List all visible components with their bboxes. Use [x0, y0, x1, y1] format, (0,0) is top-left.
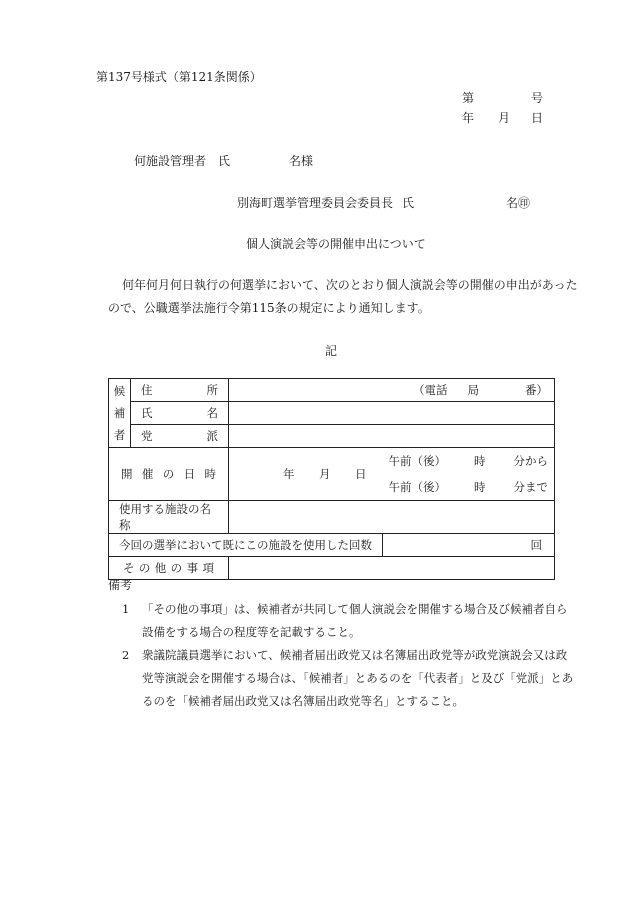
table-row-facility	[109, 501, 555, 534]
party-value[interactable]	[229, 425, 555, 448]
name-value[interactable]	[229, 402, 555, 425]
datetime-time-value[interactable]	[383, 448, 555, 501]
remark-item-2	[122, 644, 574, 736]
phone-open: （電話	[413, 383, 448, 397]
form-number: 第137号様式（第121条関係）	[96, 70, 262, 84]
phone-kyoku: 局	[467, 383, 480, 397]
ampm-start: 午前（後）	[388, 454, 446, 468]
sender-name-seal: 名㊞	[506, 196, 531, 210]
remarks-heading: 備考	[108, 578, 133, 592]
address-value[interactable]	[229, 379, 555, 402]
table-row-other	[109, 557, 555, 580]
from-label: 分から	[513, 454, 548, 468]
facility-value[interactable]	[229, 501, 555, 534]
candidate-char-2: 補	[113, 406, 126, 420]
ji-end: 時	[474, 480, 486, 494]
name-label: 氏 名	[131, 402, 229, 425]
ji-start: 時	[474, 454, 486, 468]
date-year: 年	[462, 111, 475, 125]
other-label: そ の 他 の 事 項	[109, 557, 229, 580]
date-month: 月	[498, 111, 511, 125]
addressee-title: 何施設管理者	[134, 154, 207, 168]
sender-title: 別海町選挙管理委員会委員長	[237, 196, 394, 210]
addressee-name-sama: 名様	[289, 154, 314, 168]
addressee-shi: 氏	[218, 154, 231, 168]
count-value[interactable]	[383, 534, 555, 557]
table-row-datetime	[109, 448, 555, 501]
body-line-1: 何年何月何日執行の何選挙において、次のとおり個人演説会等の開催の申出があった	[122, 278, 578, 292]
remark-1-number: 1	[122, 602, 130, 616]
doc-number-go: 号	[531, 91, 544, 105]
count-unit: 回	[530, 538, 543, 552]
table-row-address	[109, 379, 555, 402]
ampm-end: 午前（後）	[388, 480, 446, 494]
address-label: 住 所	[131, 379, 229, 402]
table-row-name	[109, 402, 555, 425]
subject: 個人演説会等の開催申出について	[246, 237, 426, 251]
count-label: 今回の選挙において既にこの施設を使用した回数	[109, 534, 383, 557]
facility-label: 使用する施設の名称	[109, 501, 229, 534]
body-line-2: ので、公職選挙法施行令第115条の規定により通知します。	[108, 301, 430, 315]
table-row-party	[109, 425, 555, 448]
remark-item-1	[122, 598, 574, 644]
candidate-char-3: 者	[113, 428, 126, 442]
candidate-label	[109, 379, 131, 448]
to-label: 分まで	[513, 480, 548, 494]
remark-2-text: 衆議院議員選挙において、候補者届出政党又は名簿届出政党等が政党演説会又は政党等演説会を開催する場合は、「候補者」とあるのを「代表者」と及び「党派」とあるのを「候補者届出政党又は名簿届出政党等名」とすること。	[142, 648, 574, 708]
party-label: 党 派	[131, 425, 229, 448]
application-form-table	[108, 378, 555, 580]
date-day: 日	[531, 111, 544, 125]
other-value[interactable]	[229, 557, 555, 580]
datetime-label: 開 催 の 日 時	[109, 448, 229, 501]
dt-day: 日	[355, 467, 367, 481]
candidate-char-1: 候	[113, 384, 126, 398]
remark-2-number: 2	[122, 648, 130, 662]
sender-shi: 氏	[402, 196, 415, 210]
phone-ban: 番）	[525, 383, 549, 397]
dt-month: 月	[319, 467, 331, 481]
table-row-count	[109, 534, 555, 557]
doc-number-dai: 第	[462, 91, 475, 105]
remark-1-text: 「その他の事項」は、候補者が共同して個人演説会を開催する場合及び候補者自ら設備をする場合の程度等を記載すること。	[142, 602, 568, 639]
datetime-date-value[interactable]	[229, 448, 383, 501]
ki-label: 記	[325, 344, 338, 358]
dt-year: 年	[283, 467, 295, 481]
